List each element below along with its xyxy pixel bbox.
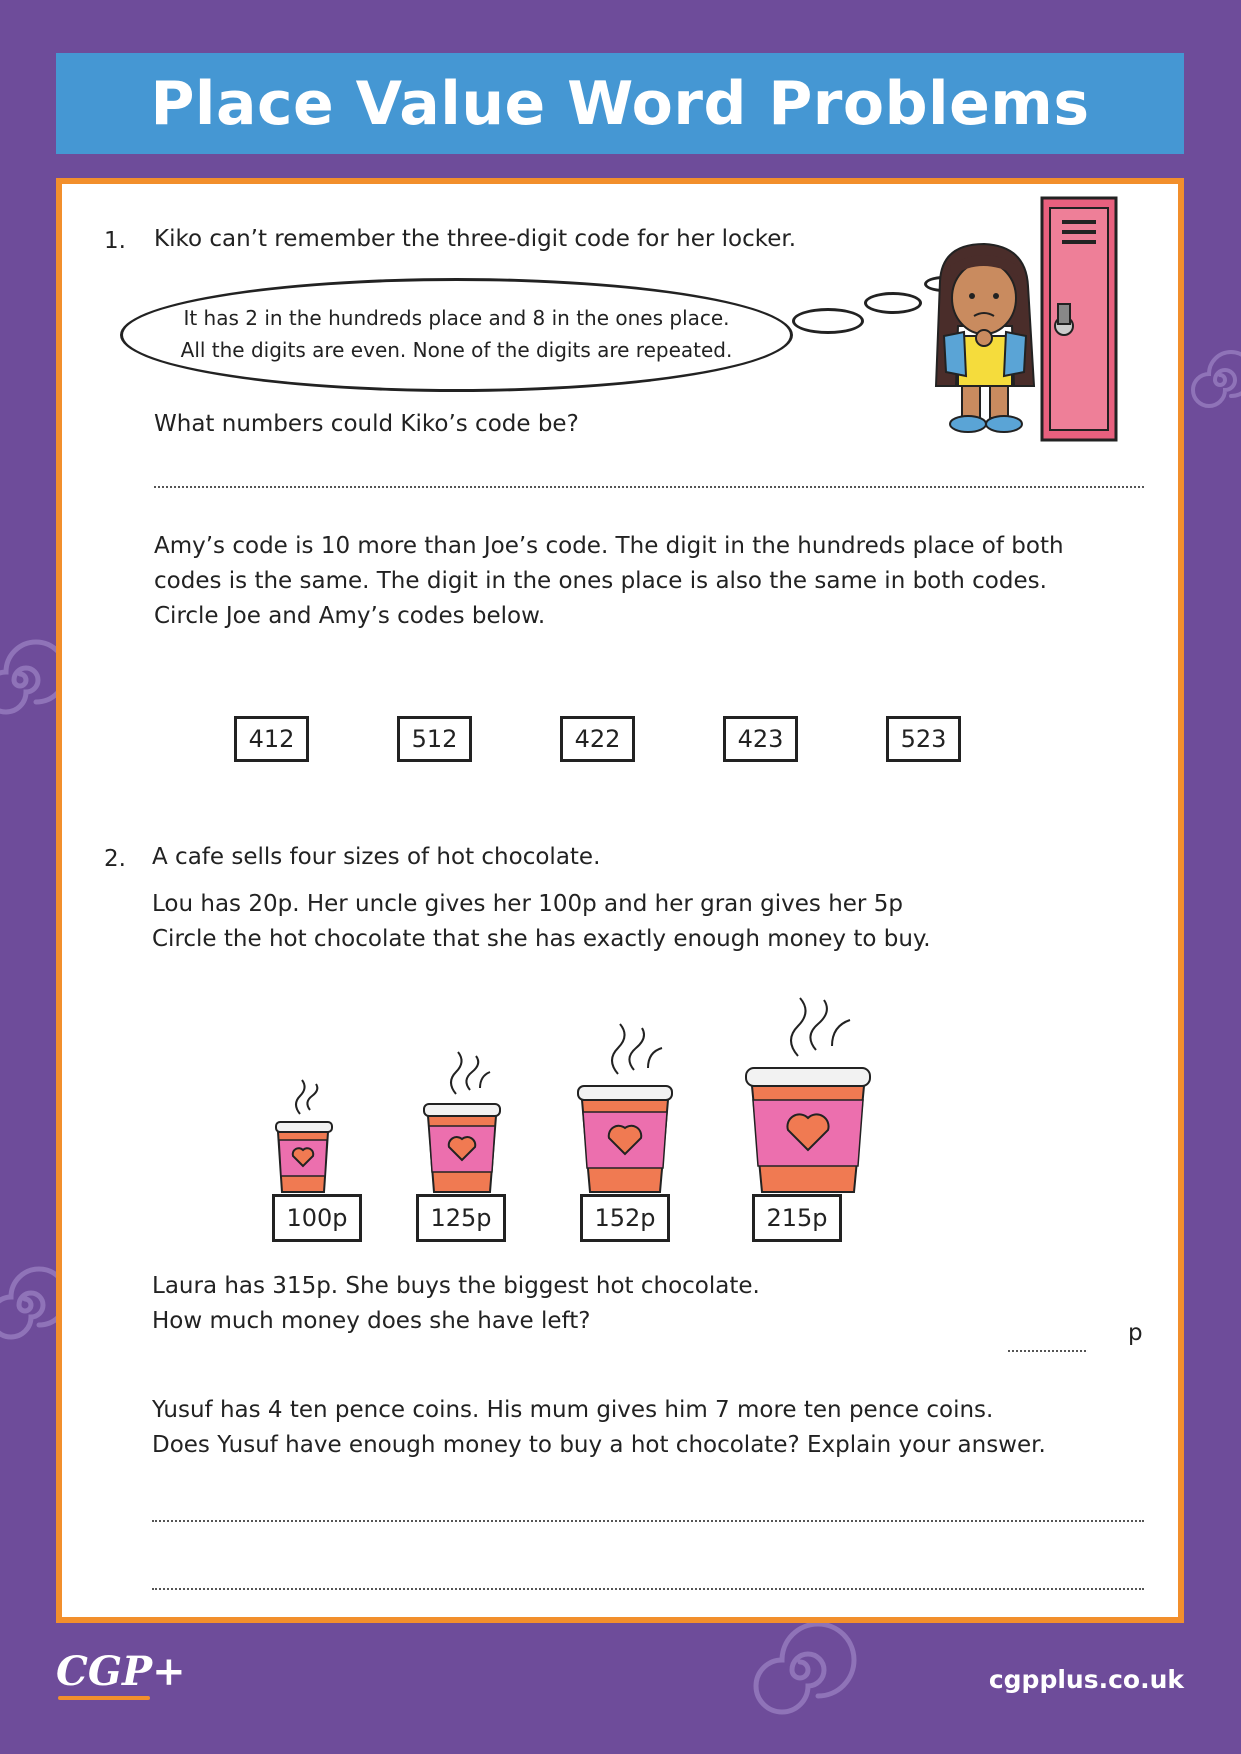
- question-2-intro: A cafe sells four sizes of hot chocolate.: [152, 844, 601, 870]
- answer-line[interactable]: [152, 1588, 1144, 1590]
- question-1-prompt: What numbers could Kiko’s code be?: [154, 411, 579, 437]
- question-1b-line: codes is the same. The digit in the ones place is also the same in both codes.: [154, 568, 1047, 594]
- code-option-422[interactable]: 422: [560, 716, 635, 762]
- worksheet: [56, 178, 1184, 1623]
- cgp-logo[interactable]: CGP+: [56, 1648, 186, 1695]
- thought-bubble-dot: [792, 308, 864, 334]
- question-1b-line: Amy’s code is 10 more than Joe’s code. The digit in the hundreds place of both: [154, 533, 1064, 559]
- price-label: 100p: [272, 1194, 362, 1242]
- code-option-512[interactable]: 512: [397, 716, 472, 762]
- question-2b-line: Laura has 315p. She buys the biggest hot chocolate.: [152, 1273, 760, 1299]
- answer-line[interactable]: [1008, 1350, 1086, 1352]
- code-option-412[interactable]: 412: [234, 716, 309, 762]
- price-label: 125p: [416, 1194, 506, 1242]
- code-option-423[interactable]: 423: [723, 716, 798, 762]
- hot-chocolate-cup-small[interactable]: [270, 1076, 336, 1194]
- question-2-number: 2.: [104, 846, 126, 872]
- hot-chocolate-cup-medium[interactable]: [418, 1042, 506, 1194]
- hot-chocolate-cup-extra-large[interactable]: [740, 980, 876, 1194]
- page-title: Place Value Word Problems: [150, 68, 1090, 139]
- price-label: 152p: [580, 1194, 670, 1242]
- girl-illustration: [922, 236, 1052, 436]
- question-2-line: Lou has 20p. Her uncle gives her 100p and her gran gives her 5p: [152, 891, 903, 917]
- question-1b-line: Circle Joe and Amy’s codes below.: [154, 603, 546, 629]
- thought-bubble-dot: [864, 292, 922, 314]
- question-2-line: Circle the hot chocolate that she has exactly enough money to buy.: [152, 926, 931, 952]
- answer-unit: p: [1128, 1320, 1143, 1346]
- question-2c-line: Yusuf has 4 ten pence coins. His mum gives him 7 more ten pence coins.: [152, 1397, 994, 1423]
- bubble-line: All the digits are even. None of the digits are repeated.: [180, 338, 733, 362]
- answer-line[interactable]: [152, 1520, 1144, 1522]
- price-label: 215p: [752, 1194, 842, 1242]
- code-option-523[interactable]: 523: [886, 716, 961, 762]
- bubble-line: It has 2 in the hundreds place and 8 in the ones place.: [183, 306, 730, 330]
- locker-illustration: [1040, 196, 1120, 444]
- answer-line[interactable]: [154, 486, 1144, 488]
- question-1-number: 1.: [104, 228, 126, 254]
- hot-chocolate-cup-large[interactable]: [572, 1010, 678, 1194]
- title-banner: [56, 53, 1184, 154]
- thought-bubble-text: [120, 302, 793, 366]
- question-2c-line: Does Yusuf have enough money to buy a hot chocolate? Explain your answer.: [152, 1432, 1046, 1458]
- question-2b-line: How much money does she have left?: [152, 1308, 591, 1334]
- swirl-icon: [1180, 340, 1241, 420]
- question-1-intro: Kiko can’t remember the three-digit code for her locker.: [154, 226, 797, 252]
- website-link[interactable]: cgpplus.co.uk: [988, 1665, 1184, 1694]
- logo-underline: [58, 1696, 150, 1700]
